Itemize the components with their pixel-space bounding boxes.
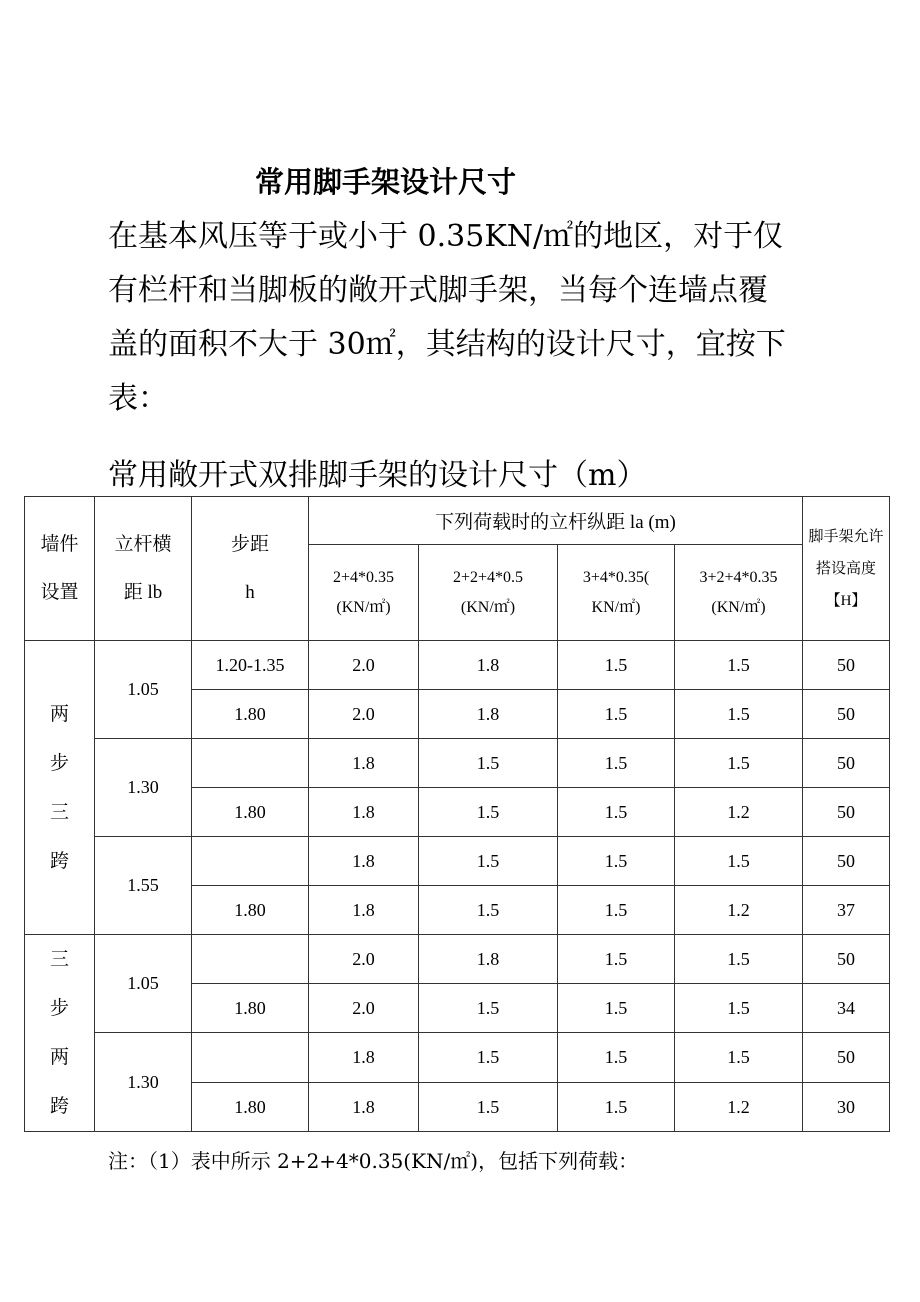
header-h-line: h [245, 581, 255, 603]
header-h-line: 步距 [230, 533, 269, 555]
la-value-cell: 1.5 [675, 641, 803, 690]
header-wall-line: 墙件 [40, 533, 79, 555]
wall-setting-char: 两 [49, 703, 69, 725]
la-value-cell: 1.8 [309, 788, 419, 837]
header-load-case [675, 545, 803, 641]
la-value-cell: 2.0 [309, 935, 419, 984]
la-value-cell: 1.8 [309, 739, 419, 788]
la-value-cell: 1.5 [419, 1083, 558, 1132]
step-h-cell: 1.80 [192, 1083, 309, 1132]
height-cell: 50 [803, 739, 890, 788]
la-value-cell: 1.5 [675, 984, 803, 1033]
step-h-cell: 1.20-1.35 [192, 641, 309, 690]
step-h-cell [192, 739, 309, 788]
wall-setting-char: 两 [49, 1047, 69, 1068]
header-load-case [419, 545, 558, 641]
height-cell: 50 [803, 788, 890, 837]
wall-setting-char: 三 [49, 801, 69, 823]
la-value-cell: 1.5 [558, 1033, 675, 1083]
step-h-cell: 1.80 [192, 886, 309, 935]
lb-cell: 1.55 [95, 837, 192, 935]
table-caption: 常用敞开式双排脚手架的设计尺寸（m） [108, 458, 647, 493]
header-height [803, 497, 890, 641]
la-value-cell: 1.5 [419, 1033, 558, 1083]
la-value-cell: 1.5 [675, 690, 803, 739]
header-lb [95, 497, 192, 641]
la-value-cell: 1.5 [558, 984, 675, 1033]
la-value-cell: 1.5 [675, 1033, 803, 1083]
table-note: 注：（1）表中所示 2+2+4*0.35(KN/㎡)，包括下列荷载： [108, 1149, 639, 1173]
la-value-cell: 1.8 [419, 935, 558, 984]
lb-cell: 1.30 [95, 739, 192, 837]
wall-setting-char: 跨 [49, 1096, 69, 1117]
la-value-cell: 1.8 [309, 886, 419, 935]
la-value-cell: 1.5 [419, 984, 558, 1033]
la-value-cell: 1.5 [558, 641, 675, 690]
lb-cell: 1.05 [95, 935, 192, 1033]
la-value-cell: 1.2 [675, 1083, 803, 1132]
la-value-cell: 1.5 [419, 837, 558, 886]
step-h-cell: 1.80 [192, 690, 309, 739]
height-cell: 34 [803, 984, 890, 1033]
la-value-cell: 1.5 [419, 886, 558, 935]
load-case-line: 3+4*0.35( [582, 568, 650, 586]
step-h-cell: 1.80 [192, 788, 309, 837]
table-row [25, 837, 890, 886]
la-value-cell: 1.5 [558, 837, 675, 886]
height-cell: 37 [803, 886, 890, 935]
wall-setting-char: 跨 [49, 850, 69, 872]
header-h [192, 497, 309, 641]
header-load-case [558, 545, 675, 641]
document-title: 常用脚手架设计尺寸 [255, 165, 517, 199]
la-value-cell: 1.5 [419, 739, 558, 788]
header-height-line: 搭设高度 [815, 560, 876, 577]
intro-line: 有栏杆和当脚板的敞开式脚手架，当每个连墙点覆 [108, 273, 768, 308]
la-value-cell: 1.8 [309, 1033, 419, 1083]
la-value-cell: 2.0 [309, 984, 419, 1033]
height-cell: 50 [803, 641, 890, 690]
height-cell: 50 [803, 837, 890, 886]
lb-cell: 1.30 [95, 1033, 192, 1132]
height-cell: 30 [803, 1083, 890, 1132]
header-wall-line: 设置 [40, 581, 79, 603]
step-h-cell [192, 1033, 309, 1083]
step-h-cell: 1.80 [192, 984, 309, 1033]
wall-setting-cell [25, 641, 95, 935]
la-value-cell: 1.5 [558, 886, 675, 935]
load-case-line: (KN/㎡) [711, 598, 766, 616]
la-value-cell: 1.8 [419, 690, 558, 739]
la-value-cell: 1.5 [558, 935, 675, 984]
la-value-cell: 1.8 [309, 1083, 419, 1132]
la-value-cell: 1.8 [419, 641, 558, 690]
header-load-case [309, 545, 419, 641]
height-cell: 50 [803, 935, 890, 984]
la-value-cell: 1.5 [558, 788, 675, 837]
spec-table [24, 496, 890, 1132]
intro-line: 表： [108, 381, 168, 416]
la-value-cell: 1.2 [675, 886, 803, 935]
la-value-cell: 2.0 [309, 641, 419, 690]
header-height-line: 【H】 [825, 592, 867, 609]
load-case-line: 2+4*0.35 [332, 568, 395, 586]
header-height-line: 脚手架允许 [808, 528, 884, 545]
load-case-line: 2+2+4*0.5 [452, 568, 524, 586]
load-case-line: (KN/㎡) [460, 598, 516, 616]
header-lb-line: 立杆横 [114, 533, 172, 555]
table-row [25, 739, 890, 788]
la-value-cell: 1.5 [558, 690, 675, 739]
intro-line: 盖的面积不大于 30㎡，其结构的设计尺寸，宜按下 [108, 327, 786, 362]
height-cell: 50 [803, 1033, 890, 1083]
la-value-cell: 1.5 [419, 788, 558, 837]
wall-setting-char: 步 [49, 998, 69, 1019]
header-wall [25, 497, 95, 641]
header-lb-line: 距 lb [123, 581, 163, 603]
step-h-cell [192, 935, 309, 984]
wall-setting-char: 步 [49, 752, 69, 774]
intro-line: 在基本风压等于或小于 0.35KN/㎡的地区，对于仅 [108, 219, 784, 254]
la-value-cell: 1.5 [675, 935, 803, 984]
wall-setting-cell [25, 935, 95, 1132]
la-value-cell: 1.5 [558, 739, 675, 788]
height-cell: 50 [803, 690, 890, 739]
header-la-group: 下列荷载时的立杆纵距 la (m) [309, 497, 803, 545]
intro-paragraph [108, 210, 878, 426]
la-value-cell: 2.0 [309, 690, 419, 739]
lb-cell: 1.05 [95, 641, 192, 739]
la-value-cell: 1.8 [309, 837, 419, 886]
load-case-line: (KN/㎡) [336, 598, 391, 616]
wall-setting-char: 三 [49, 949, 69, 970]
la-value-cell: 1.5 [675, 739, 803, 788]
step-h-cell [192, 837, 309, 886]
table-row [25, 935, 890, 984]
la-value-cell: 1.5 [558, 1083, 675, 1132]
table-row [25, 1033, 890, 1083]
la-value-cell: 1.2 [675, 788, 803, 837]
load-case-line: 3+2+4*0.35 [699, 568, 778, 586]
table-row [25, 641, 890, 690]
la-value-cell: 1.5 [675, 837, 803, 886]
load-case-line: KN/㎡) [591, 598, 641, 616]
